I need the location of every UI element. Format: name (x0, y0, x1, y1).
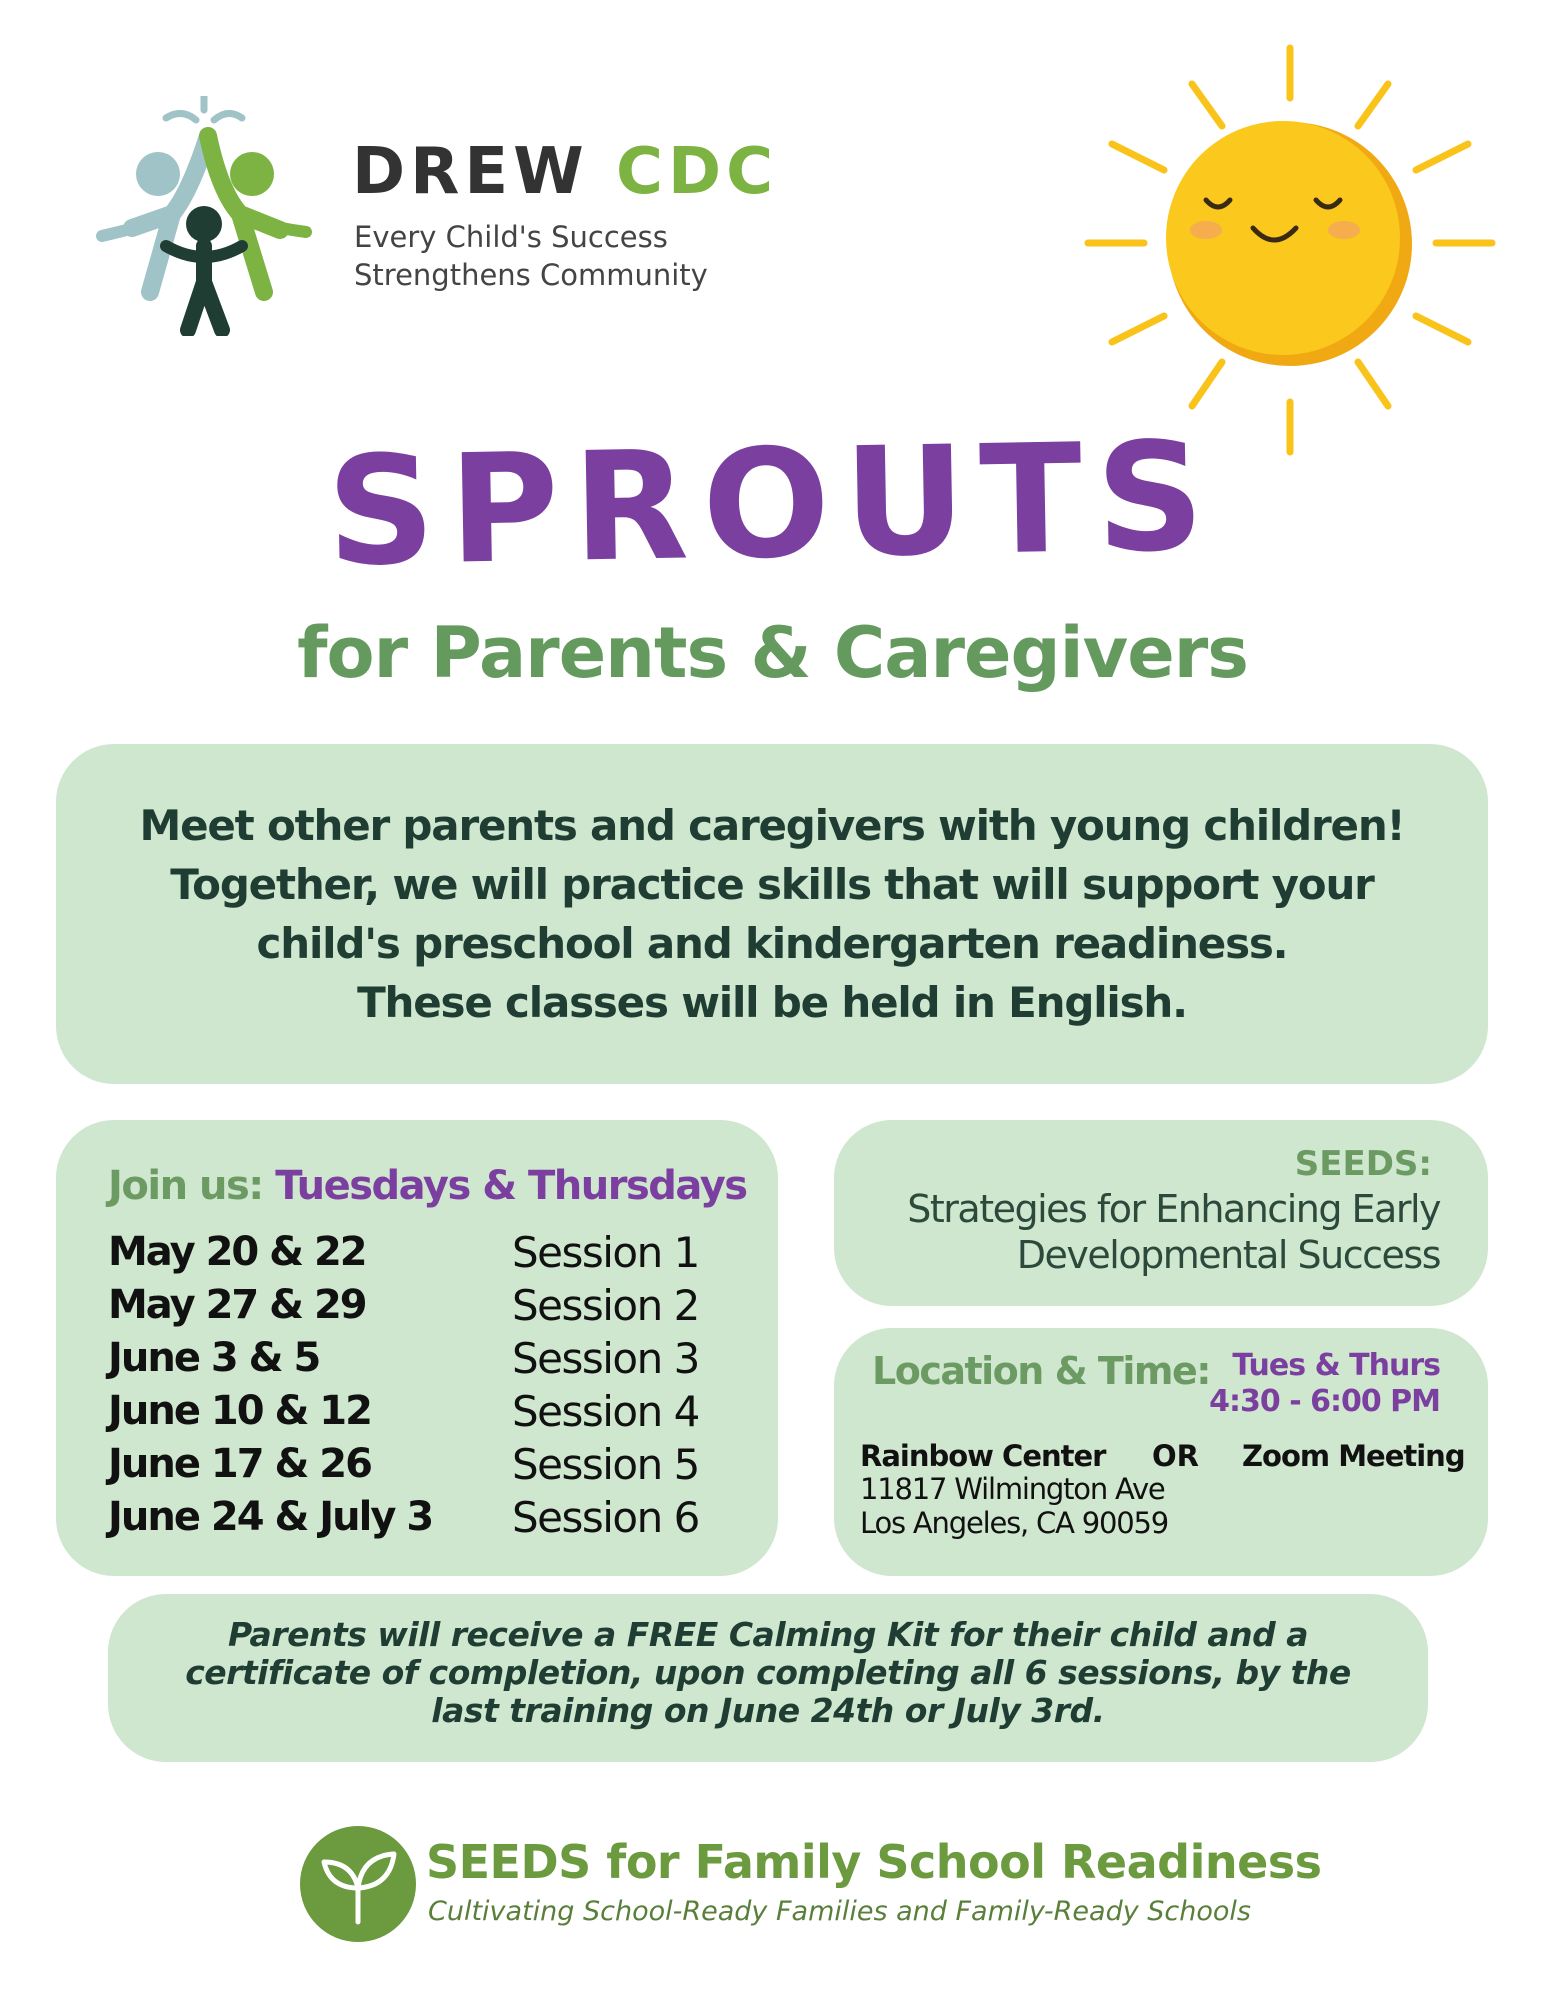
kit-line: Parents will receive a FREE Calming Kit for their child and a (227, 1615, 1309, 1654)
footer-title: SEEDS for Family School Readiness (426, 1835, 1322, 1889)
location-time (1150, 1348, 1440, 1420)
intro-text (56, 796, 1488, 1032)
seeds-title: SEEDS: (1294, 1144, 1432, 1184)
brand-tagline (354, 218, 708, 294)
schedule-session: Session 2 (512, 1281, 699, 1330)
kit-line: last training on June 24th or July 3rd. (431, 1691, 1105, 1730)
brand-tagline-line2: Strengthens Community (354, 258, 708, 292)
schedule-session: Session 5 (512, 1440, 699, 1489)
drew-cdc-logo (96, 96, 316, 336)
location-address (860, 1472, 1168, 1540)
page-title: SPROUTS (325, 410, 1220, 600)
schedule-session: Session 4 (512, 1387, 699, 1436)
location-label: Location & Time: (872, 1349, 1210, 1393)
location-days: Tues & Thurs (1232, 1348, 1440, 1383)
brand-name-cdc: CDC (616, 135, 779, 209)
schedule-date: June 3 & 5 (108, 1335, 320, 1381)
schedule-date: May 20 & 22 (108, 1229, 366, 1275)
schedule-row (108, 1332, 728, 1385)
schedule-list (108, 1226, 728, 1544)
schedule-row (108, 1438, 728, 1491)
seeds-line: Strategies for Enhancing Early (907, 1187, 1440, 1231)
location-or: OR (1152, 1439, 1199, 1473)
schedule-date: June 10 & 12 (108, 1388, 371, 1434)
address-line: 11817 Wilmington Ave (860, 1472, 1165, 1506)
footer-tagline: Cultivating School-Ready Families and Family-Ready Schools (428, 1896, 1251, 1927)
join-line (108, 1160, 747, 1212)
brand-name (352, 135, 779, 209)
location-hours: 4:30 - 6:00 PM (1209, 1384, 1440, 1419)
schedule-row (108, 1491, 728, 1544)
join-days: Tuesdays & Thursdays (275, 1163, 747, 1209)
schedule-row (108, 1279, 728, 1332)
intro-line: Meet other parents and caregivers with young children! (139, 801, 1405, 850)
intro-line: Together, we will practice skills that will support your (170, 860, 1374, 909)
schedule-date: May 27 & 29 (108, 1282, 366, 1328)
sprout-icon (300, 1826, 416, 1942)
schedule-date: June 17 & 26 (108, 1441, 371, 1487)
location-zoom: Zoom Meeting (1242, 1439, 1465, 1473)
schedule-date: June 24 & July 3 (108, 1494, 433, 1540)
sun-illustration (1080, 40, 1500, 460)
seeds-line: Developmental Success (1016, 1233, 1440, 1277)
seeds-description (834, 1186, 1440, 1278)
brand-tagline-line1: Every Child's Success (354, 220, 668, 254)
brand-name-drew: DREW (352, 135, 589, 209)
kit-line: certificate of completion, upon completing all 6 sessions, by the (185, 1653, 1351, 1692)
address-line: Los Angeles, CA 90059 (860, 1506, 1168, 1540)
schedule-session: Session 6 (512, 1493, 699, 1542)
schedule-session: Session 3 (512, 1334, 699, 1383)
page-subtitle: for Parents & Caregivers (297, 612, 1248, 694)
schedule-row (108, 1226, 728, 1279)
schedule-row (108, 1385, 728, 1438)
kit-text (108, 1616, 1428, 1730)
intro-line: These classes will be held in English. (357, 978, 1187, 1027)
location-venue: Rainbow Center (860, 1439, 1106, 1473)
intro-line: child's preschool and kindergarten readiness. (256, 919, 1288, 968)
join-label: Join us: (108, 1163, 263, 1209)
schedule-session: Session 1 (512, 1228, 699, 1277)
